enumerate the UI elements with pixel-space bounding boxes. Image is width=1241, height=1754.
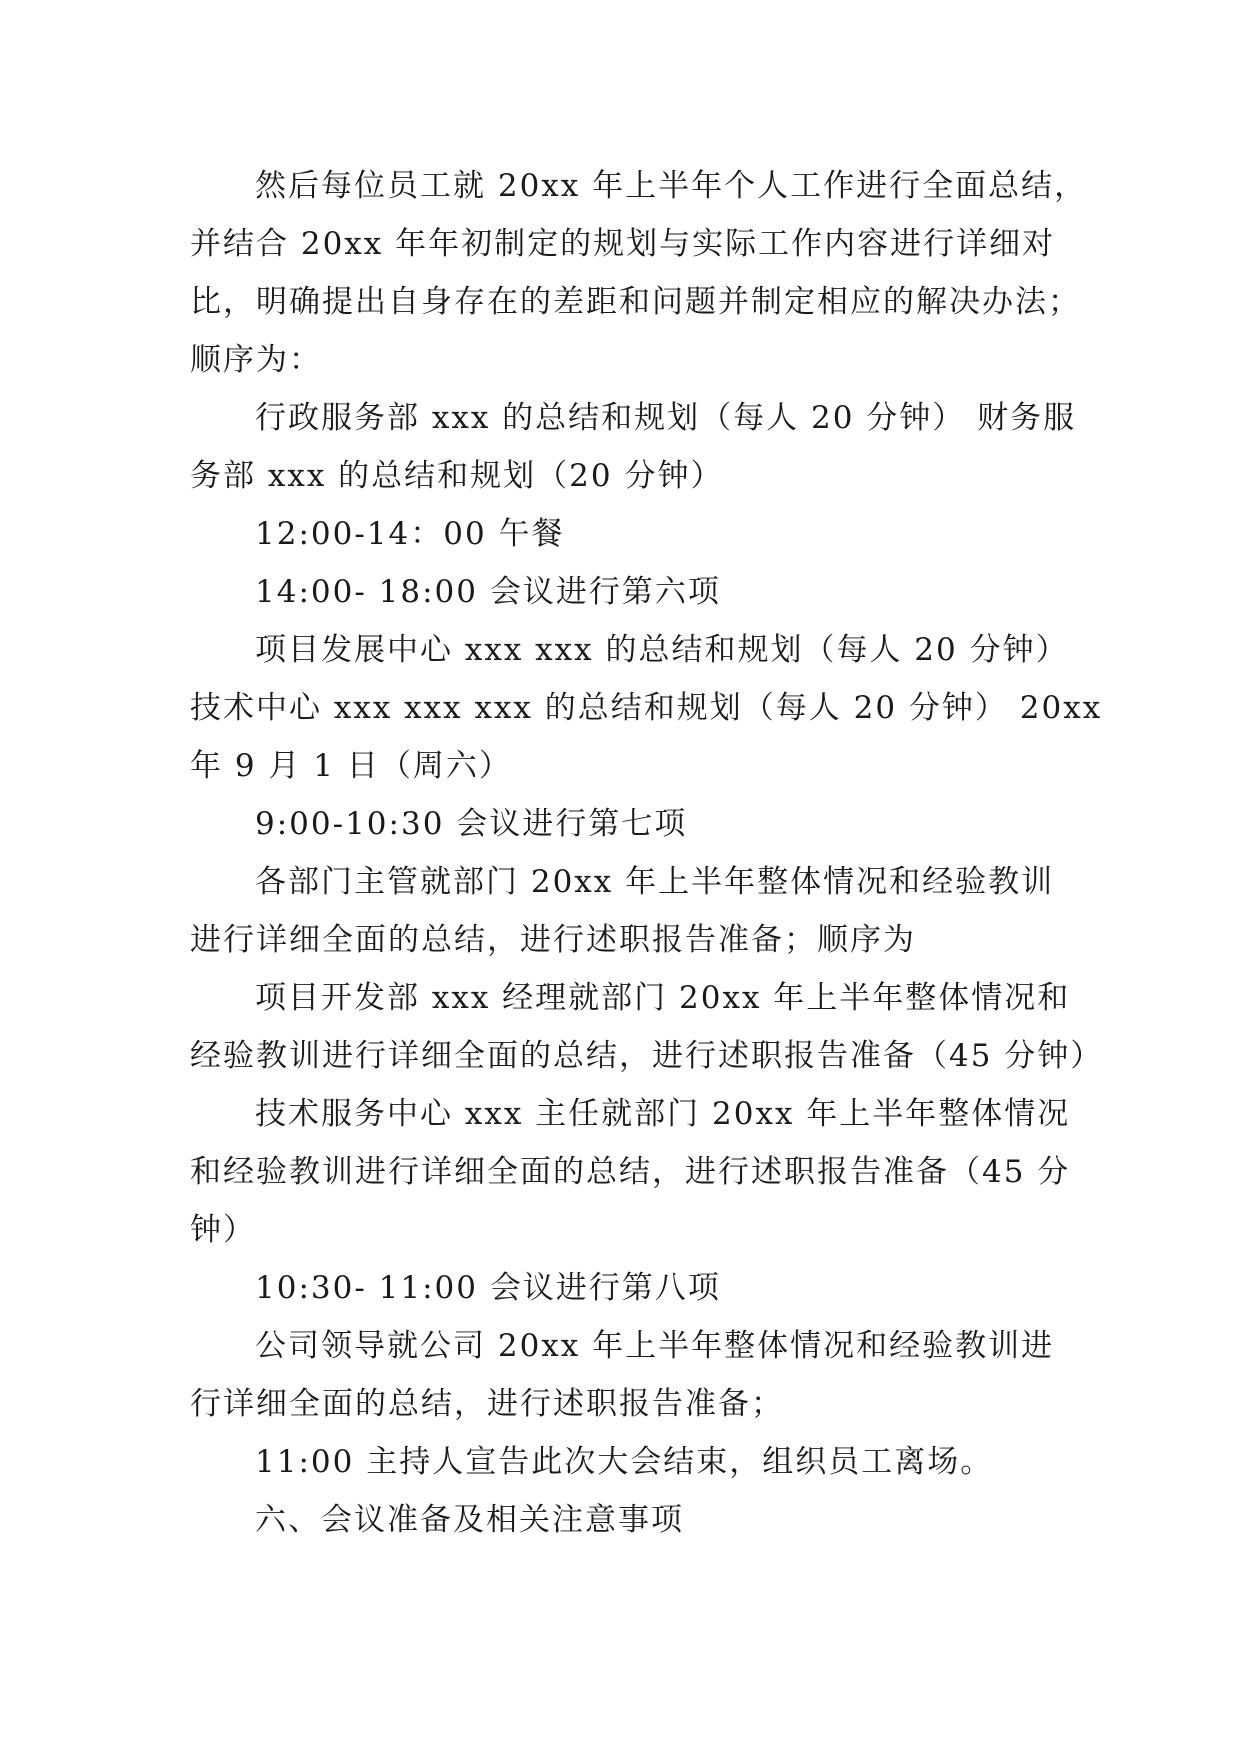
- text-line: 各部门主管就部门 20xx 年上半年整体情况和经验教训: [255, 864, 1055, 900]
- text-line: 务部 xxx 的总结和规划（20 分钟）: [190, 458, 724, 494]
- text-line: 经验教训进行详细全面的总结，进行述职报告准备（45 分钟）: [190, 1038, 1104, 1074]
- text-line: 进行详细全面的总结，进行述职报告准备；顺序为: [190, 922, 916, 958]
- text-line: 项目发展中心 xxx xxx 的总结和规划（每人 20 分钟）: [255, 632, 1069, 668]
- text-line: 行政服务部 xxx 的总结和规划（每人 20 分钟） 财务服: [255, 400, 1077, 436]
- text-line: 项目开发部 xxx 经理就部门 20xx 年上半年整体情况和: [255, 980, 1071, 1016]
- text-line: 公司领导就公司 20xx 年上半年整体情况和经验教训进: [255, 1328, 1055, 1364]
- text-line: 12:00-14：00 午餐: [255, 516, 565, 552]
- text-line: 行详细全面的总结，进行述职报告准备；: [190, 1386, 784, 1422]
- document-body: [190, 157, 1104, 1549]
- text-line: 然后每位员工就 20xx 年上半年个人工作进行全面总结，: [255, 168, 1088, 204]
- text-line: 11:00 主持人宣告此次大会结束，组织员工离场。: [255, 1444, 994, 1480]
- section-heading: 六、会议准备及相关注意事项: [255, 1502, 684, 1538]
- text-line: 和经验教训进行详细全面的总结，进行述职报告准备（45 分: [190, 1154, 1071, 1190]
- text-line: 比，明确提出自身存在的差距和问题并制定相应的解决办法；: [190, 284, 1081, 320]
- text-line: 技术中心 xxx xxx xxx 的总结和规划（每人 20 分钟） 20xx: [190, 690, 1103, 726]
- text-line: 14:00- 18:00 会议进行第六项: [255, 574, 721, 610]
- text-line: 并结合 20xx 年年初制定的规划与实际工作内容进行详细对: [190, 226, 1056, 262]
- text-line: 顺序为：: [190, 342, 322, 378]
- text-line: 技术服务中心 xxx 主任就部门 20xx 年上半年整体情况: [255, 1096, 1071, 1132]
- text-line: 年 9 月 1 日（周六）: [190, 748, 512, 784]
- text-line: 钟）: [190, 1212, 256, 1248]
- text-line: 10:30- 11:00 会议进行第八项: [255, 1270, 721, 1306]
- text-line: 9:00-10:30 会议进行第七项: [255, 806, 688, 842]
